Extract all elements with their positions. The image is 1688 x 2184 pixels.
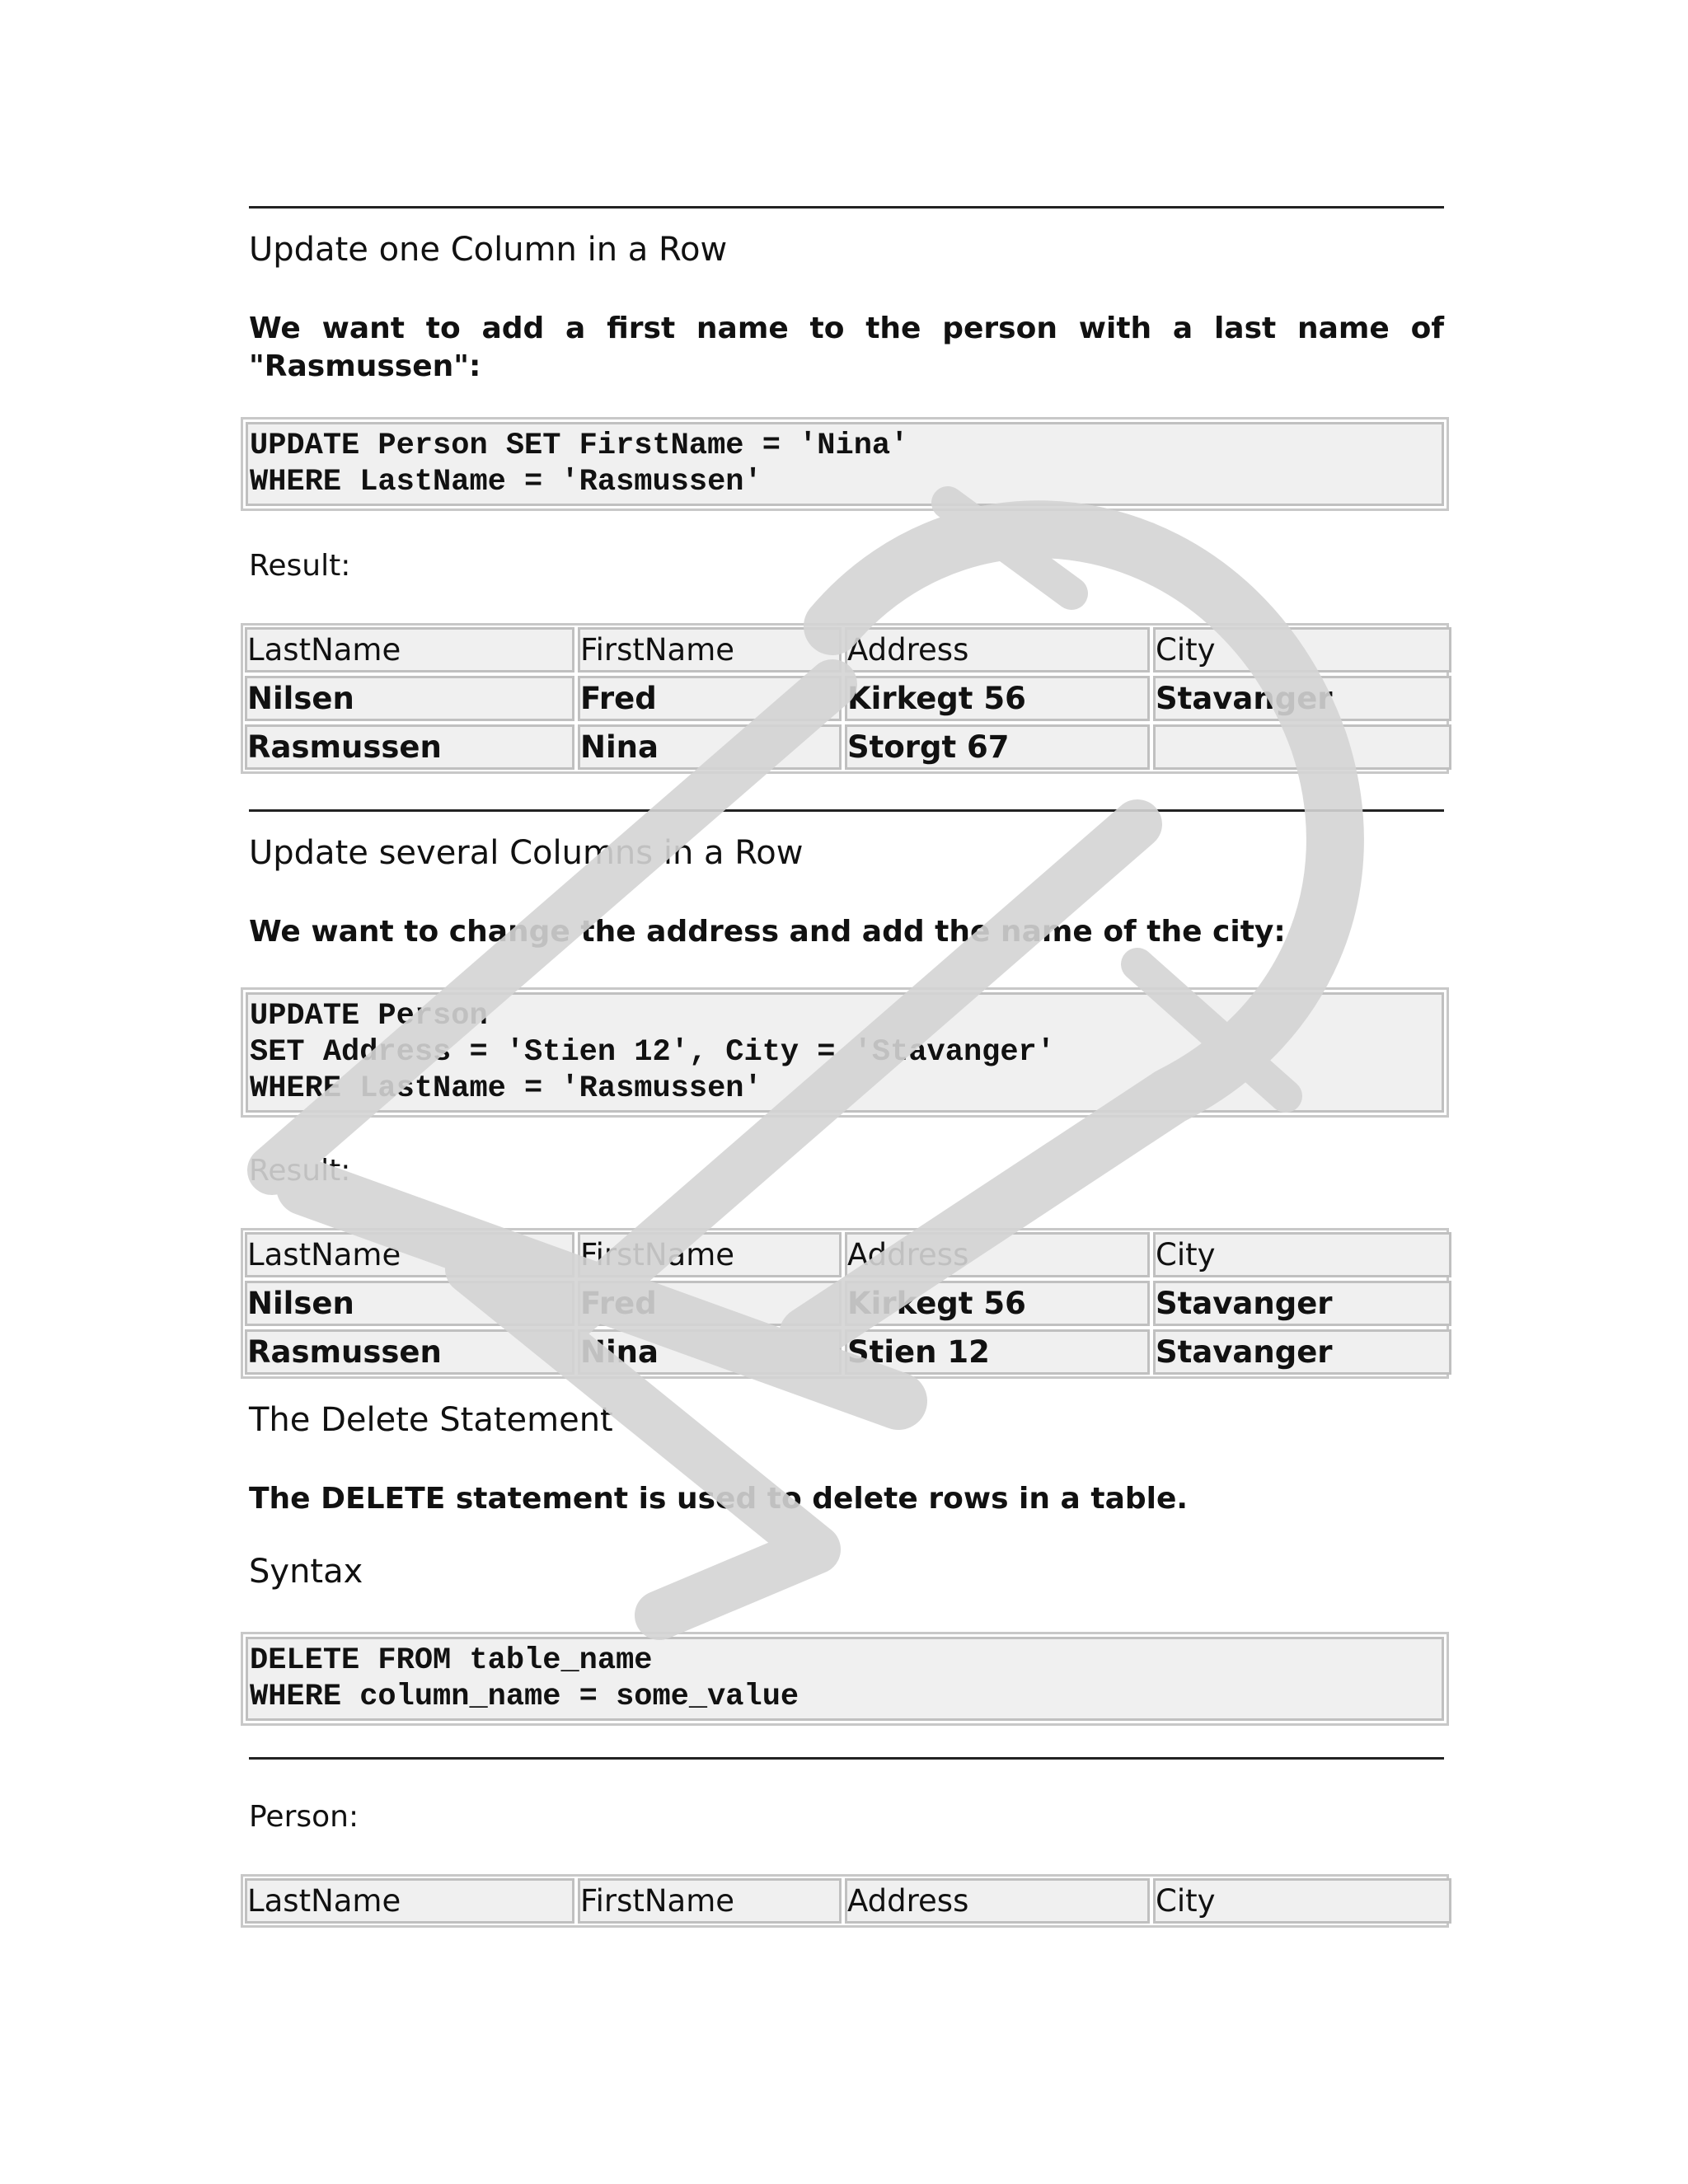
horizontal-rule [249, 1757, 1444, 1760]
table-header-cell: City [1153, 1878, 1451, 1924]
table-cell: Stien 12 [845, 1329, 1150, 1375]
watermark-stroke [948, 503, 1071, 593]
section-lead: We want to add a first name to the person with a last name of "Rasmussen": [249, 312, 1444, 383]
table-cell: Stavanger [1153, 676, 1451, 721]
table-cell: Fred [578, 1281, 842, 1326]
code-block [241, 417, 1449, 511]
table-header-cell: FirstName [578, 1232, 842, 1277]
table-cell: Storgt 67 [845, 724, 1150, 770]
code-text: UPDATE Person SET Address = 'Stien 12', City = 'Stavanger' WHERE LastName = 'Rasmussen' [246, 992, 1444, 1113]
section-lead: We want to change the address and add the name of the city: [249, 915, 1286, 949]
section-heading: The Delete Statement [249, 1401, 613, 1439]
code-text: DELETE FROM table_name WHERE column_name = some_value [246, 1637, 1444, 1721]
section-heading: Update several Columns in a Row [249, 834, 804, 872]
table-cell: Nina [578, 1329, 842, 1375]
table-header-cell: LastName [245, 1232, 574, 1277]
table-cell: Rasmussen [245, 724, 574, 770]
table-header-cell: Address [845, 1232, 1150, 1277]
table-cell: Nilsen [245, 676, 574, 721]
table-header-cell: Address [845, 627, 1150, 673]
table-header-cell: City [1153, 627, 1451, 673]
table-cell: Nilsen [245, 1281, 574, 1326]
result-label: Result: [249, 549, 351, 583]
code-text: UPDATE Person SET FirstName = 'Nina' WHERE LastName = 'Rasmussen' [246, 422, 1444, 506]
section-heading: Update one Column in a Row [249, 231, 728, 269]
result-table [241, 1228, 1449, 1379]
section-lead: The DELETE statement is used to delete rows in a table. [249, 1482, 1189, 1516]
table-caption: Person: [249, 1800, 359, 1834]
table-header-cell: FirstName [578, 1878, 842, 1924]
table-cell [1153, 724, 1451, 770]
table-header-cell: City [1153, 1232, 1451, 1277]
table-header-cell: Address [845, 1878, 1150, 1924]
code-block [241, 1632, 1449, 1726]
result-label: Result: [249, 1154, 351, 1188]
table-cell: Kirkegt 56 [845, 676, 1150, 721]
syntax-label: Syntax [249, 1553, 363, 1591]
table-header-cell: FirstName [578, 627, 842, 673]
horizontal-rule [249, 809, 1444, 812]
table-header-cell: LastName [245, 627, 574, 673]
person-table [241, 1874, 1449, 1928]
table-cell: Fred [578, 676, 842, 721]
result-table [241, 623, 1449, 774]
horizontal-rule [249, 206, 1444, 209]
table-cell: Kirkegt 56 [845, 1281, 1150, 1326]
table-cell: Rasmussen [245, 1329, 574, 1375]
table-cell: Stavanger [1153, 1329, 1451, 1375]
table-cell: Stavanger [1153, 1281, 1451, 1326]
table-cell: Nina [578, 724, 842, 770]
code-block [241, 987, 1449, 1118]
table-header-cell: LastName [245, 1878, 574, 1924]
